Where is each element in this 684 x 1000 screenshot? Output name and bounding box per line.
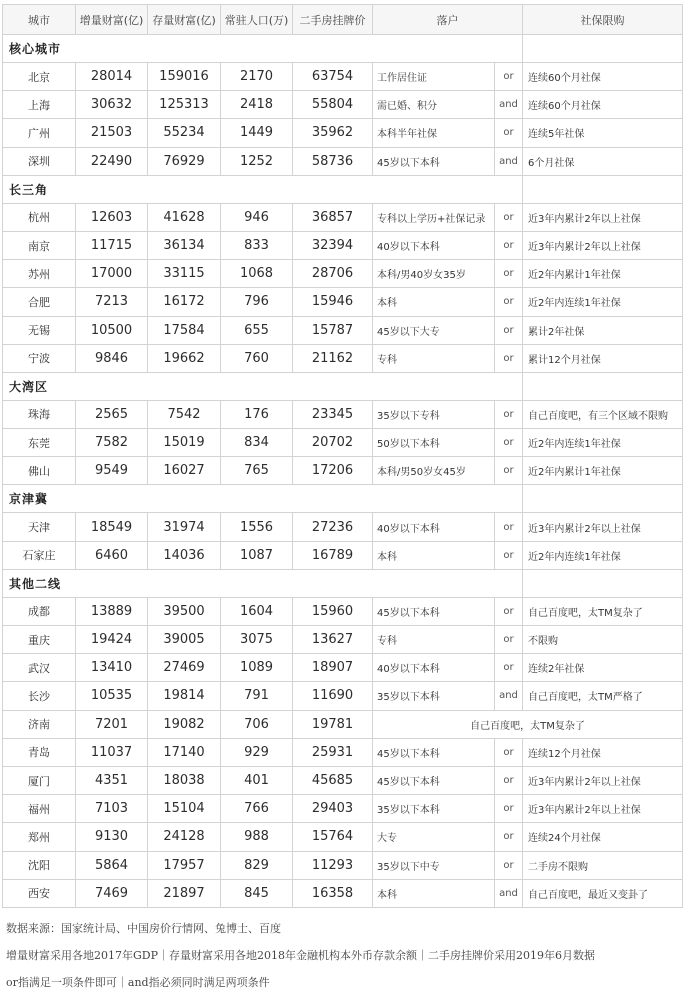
city-name: 武汉 <box>3 654 76 682</box>
listing-price: 11690 <box>293 682 373 710</box>
incremental-wealth: 28014 <box>76 63 148 91</box>
header-listing-price: 二手房挂牌价 <box>293 5 373 35</box>
stock-wealth: 21897 <box>148 879 221 907</box>
population: 1089 <box>221 654 293 682</box>
city-housing-table <box>2 4 683 908</box>
incremental-wealth: 18549 <box>76 513 148 541</box>
social-security-policy: 近2年内连续1年社保 <box>523 288 683 316</box>
condition-connector: or <box>495 231 523 259</box>
table-row <box>3 288 683 316</box>
listing-price: 16358 <box>293 879 373 907</box>
group-spacer <box>523 485 683 513</box>
city-name: 重庆 <box>3 626 76 654</box>
listing-price: 16789 <box>293 541 373 569</box>
footnote-method: 增量财富采用各地2017年GDP｜存量财富采用各地2018年金融机构本外币存款余额｜二手房挂牌价采用2019年6月数据 <box>6 949 595 962</box>
hukou-policy: 需已婚、积分 <box>373 91 495 119</box>
incremental-wealth: 7469 <box>76 879 148 907</box>
group-header-row <box>3 569 683 597</box>
city-name: 合肥 <box>3 288 76 316</box>
incremental-wealth: 13889 <box>76 597 148 625</box>
table-row <box>3 738 683 766</box>
hukou-policy: 本科半年社保 <box>373 119 495 147</box>
listing-price: 15946 <box>293 288 373 316</box>
incremental-wealth: 7213 <box>76 288 148 316</box>
table-row <box>3 766 683 794</box>
header-social-security: 社保限购 <box>523 5 683 35</box>
incremental-wealth: 10535 <box>76 682 148 710</box>
social-security-policy: 连续24个月社保 <box>523 823 683 851</box>
population: 1604 <box>221 597 293 625</box>
table-row <box>3 231 683 259</box>
hukou-policy: 35岁以下专科 <box>373 400 495 428</box>
table-row <box>3 429 683 457</box>
city-name: 苏州 <box>3 260 76 288</box>
city-name: 上海 <box>3 91 76 119</box>
stock-wealth: 16172 <box>148 288 221 316</box>
listing-price: 18907 <box>293 654 373 682</box>
stock-wealth: 17957 <box>148 851 221 879</box>
population: 833 <box>221 231 293 259</box>
hukou-policy: 45岁以下大专 <box>373 316 495 344</box>
social-security-policy: 连续12个月社保 <box>523 738 683 766</box>
listing-price: 28706 <box>293 260 373 288</box>
population: 176 <box>221 400 293 428</box>
population: 706 <box>221 710 293 738</box>
social-security-policy: 近3年内累计2年以上社保 <box>523 203 683 231</box>
header-city: 城市 <box>3 5 76 35</box>
social-security-policy: 累计12个月社保 <box>523 344 683 372</box>
city-name: 成都 <box>3 597 76 625</box>
city-name: 珠海 <box>3 400 76 428</box>
social-security-policy: 二手房不限购 <box>523 851 683 879</box>
incremental-wealth: 17000 <box>76 260 148 288</box>
listing-price: 15764 <box>293 823 373 851</box>
social-security-policy: 连续2年社保 <box>523 654 683 682</box>
stock-wealth: 7542 <box>148 400 221 428</box>
footnote-source: 数据来源：国家统计局、中国房价行情网、兔博士、百度 <box>6 922 281 935</box>
group-header-row <box>3 372 683 400</box>
table-row <box>3 541 683 569</box>
stock-wealth: 18038 <box>148 766 221 794</box>
stock-wealth: 159016 <box>148 63 221 91</box>
population: 765 <box>221 457 293 485</box>
population: 929 <box>221 738 293 766</box>
listing-price: 45685 <box>293 766 373 794</box>
hukou-policy: 专科以上学历+社保记录 <box>373 203 495 231</box>
population: 2418 <box>221 91 293 119</box>
population: 834 <box>221 429 293 457</box>
hukou-policy: 大专 <box>373 823 495 851</box>
stock-wealth: 76929 <box>148 147 221 175</box>
city-name: 天津 <box>3 513 76 541</box>
condition-connector: or <box>495 203 523 231</box>
population: 1068 <box>221 260 293 288</box>
hukou-policy: 40岁以下本科 <box>373 513 495 541</box>
condition-connector: and <box>495 682 523 710</box>
population: 2170 <box>221 63 293 91</box>
condition-connector: or <box>495 457 523 485</box>
incremental-wealth: 9846 <box>76 344 148 372</box>
condition-connector: or <box>495 63 523 91</box>
condition-connector: or <box>495 626 523 654</box>
condition-connector: or <box>495 344 523 372</box>
table-row <box>3 457 683 485</box>
table-row <box>3 316 683 344</box>
header-incremental-wealth: 增量财富(亿) <box>76 5 148 35</box>
listing-price: 58736 <box>293 147 373 175</box>
stock-wealth: 39005 <box>148 626 221 654</box>
listing-price: 17206 <box>293 457 373 485</box>
stock-wealth: 19082 <box>148 710 221 738</box>
social-security-policy: 近2年内连续1年社保 <box>523 541 683 569</box>
hukou-policy: 本科 <box>373 541 495 569</box>
incremental-wealth: 7201 <box>76 710 148 738</box>
table-row <box>3 119 683 147</box>
population: 791 <box>221 682 293 710</box>
incremental-wealth: 22490 <box>76 147 148 175</box>
group-spacer <box>523 372 683 400</box>
table-row <box>3 513 683 541</box>
table-row <box>3 344 683 372</box>
header-hukou: 落户 <box>373 5 523 35</box>
listing-price: 20702 <box>293 429 373 457</box>
incremental-wealth: 9130 <box>76 823 148 851</box>
hukou-policy: 45岁以下本科 <box>373 597 495 625</box>
hukou-policy: 专科 <box>373 344 495 372</box>
stock-wealth: 27469 <box>148 654 221 682</box>
table-row <box>3 879 683 907</box>
hukou-policy: 本科 <box>373 288 495 316</box>
condition-connector: or <box>495 766 523 794</box>
condition-connector: and <box>495 879 523 907</box>
footnote-logic: or指满足一项条件即可｜and指必须同时满足两项条件 <box>6 976 270 989</box>
group-title: 大湾区 <box>3 372 523 400</box>
social-security-policy: 连续60个月社保 <box>523 91 683 119</box>
hukou-policy: 本科 <box>373 879 495 907</box>
listing-price: 13627 <box>293 626 373 654</box>
city-name: 福州 <box>3 795 76 823</box>
social-security-policy: 自己百度吧，有三个区域不限购 <box>523 400 683 428</box>
incremental-wealth: 6460 <box>76 541 148 569</box>
condition-connector: or <box>495 429 523 457</box>
incremental-wealth: 11715 <box>76 231 148 259</box>
condition-connector: or <box>495 738 523 766</box>
social-security-policy: 近3年内累计2年以上社保 <box>523 513 683 541</box>
group-title: 核心城市 <box>3 35 523 63</box>
table-row <box>3 654 683 682</box>
incremental-wealth: 4351 <box>76 766 148 794</box>
group-header-row <box>3 485 683 513</box>
merged-policy: 自己百度吧，太TM复杂了 <box>373 710 683 738</box>
table-row <box>3 682 683 710</box>
stock-wealth: 36134 <box>148 231 221 259</box>
condition-connector: or <box>495 654 523 682</box>
stock-wealth: 17140 <box>148 738 221 766</box>
city-name: 无锡 <box>3 316 76 344</box>
hukou-policy: 35岁以下中专 <box>373 851 495 879</box>
listing-price: 15960 <box>293 597 373 625</box>
social-security-policy: 近3年内累计2年以上社保 <box>523 766 683 794</box>
city-name: 深圳 <box>3 147 76 175</box>
condition-connector: or <box>495 119 523 147</box>
city-name: 广州 <box>3 119 76 147</box>
stock-wealth: 39500 <box>148 597 221 625</box>
listing-price: 32394 <box>293 231 373 259</box>
stock-wealth: 41628 <box>148 203 221 231</box>
population: 988 <box>221 823 293 851</box>
header-row <box>3 5 683 35</box>
social-security-policy: 自己百度吧，太TM严格了 <box>523 682 683 710</box>
population: 1449 <box>221 119 293 147</box>
population: 1556 <box>221 513 293 541</box>
table-row <box>3 626 683 654</box>
hukou-policy: 45岁以下本科 <box>373 766 495 794</box>
listing-price: 19781 <box>293 710 373 738</box>
listing-price: 23345 <box>293 400 373 428</box>
city-name: 郑州 <box>3 823 76 851</box>
condition-connector: or <box>495 541 523 569</box>
condition-connector: or <box>495 288 523 316</box>
incremental-wealth: 2565 <box>76 400 148 428</box>
incremental-wealth: 5864 <box>76 851 148 879</box>
incremental-wealth: 9549 <box>76 457 148 485</box>
incremental-wealth: 21503 <box>76 119 148 147</box>
table-row <box>3 147 683 175</box>
population: 796 <box>221 288 293 316</box>
condition-connector: or <box>495 400 523 428</box>
social-security-policy: 连续5年社保 <box>523 119 683 147</box>
social-security-policy: 近3年内累计2年以上社保 <box>523 231 683 259</box>
group-spacer <box>523 569 683 597</box>
table-row <box>3 63 683 91</box>
hukou-policy: 本科/男40岁女35岁 <box>373 260 495 288</box>
stock-wealth: 19662 <box>148 344 221 372</box>
city-name: 青岛 <box>3 738 76 766</box>
city-name: 北京 <box>3 63 76 91</box>
population: 946 <box>221 203 293 231</box>
group-title: 其他二线 <box>3 569 523 597</box>
table-row <box>3 851 683 879</box>
table-row <box>3 260 683 288</box>
listing-price: 29403 <box>293 795 373 823</box>
header-stock-wealth: 存量财富(亿) <box>148 5 221 35</box>
city-name: 南京 <box>3 231 76 259</box>
city-name: 厦门 <box>3 766 76 794</box>
hukou-policy: 专科 <box>373 626 495 654</box>
social-security-policy: 6个月社保 <box>523 147 683 175</box>
population: 845 <box>221 879 293 907</box>
social-security-policy: 累计2年社保 <box>523 316 683 344</box>
table-row <box>3 710 683 738</box>
condition-connector: or <box>495 597 523 625</box>
condition-connector: or <box>495 795 523 823</box>
hukou-policy: 45岁以下本科 <box>373 738 495 766</box>
table-row <box>3 795 683 823</box>
city-name: 石家庄 <box>3 541 76 569</box>
table-row <box>3 400 683 428</box>
stock-wealth: 19814 <box>148 682 221 710</box>
listing-price: 11293 <box>293 851 373 879</box>
table-row <box>3 203 683 231</box>
population: 1252 <box>221 147 293 175</box>
city-name: 沈阳 <box>3 851 76 879</box>
condition-connector: or <box>495 851 523 879</box>
hukou-policy: 40岁以下本科 <box>373 231 495 259</box>
condition-connector: and <box>495 147 523 175</box>
group-spacer <box>523 35 683 63</box>
population: 760 <box>221 344 293 372</box>
incremental-wealth: 7582 <box>76 429 148 457</box>
stock-wealth: 16027 <box>148 457 221 485</box>
hukou-policy: 35岁以下本科 <box>373 682 495 710</box>
incremental-wealth: 30632 <box>76 91 148 119</box>
listing-price: 35962 <box>293 119 373 147</box>
incremental-wealth: 13410 <box>76 654 148 682</box>
social-security-policy: 近3年内累计2年以上社保 <box>523 795 683 823</box>
condition-connector: and <box>495 91 523 119</box>
table-row <box>3 597 683 625</box>
listing-price: 25931 <box>293 738 373 766</box>
hukou-policy: 工作居住证 <box>373 63 495 91</box>
social-security-policy: 近2年内连续1年社保 <box>523 429 683 457</box>
incremental-wealth: 7103 <box>76 795 148 823</box>
listing-price: 63754 <box>293 63 373 91</box>
group-header-row <box>3 175 683 203</box>
hukou-policy: 本科/男50岁女45岁 <box>373 457 495 485</box>
incremental-wealth: 19424 <box>76 626 148 654</box>
city-name: 杭州 <box>3 203 76 231</box>
population: 655 <box>221 316 293 344</box>
listing-price: 27236 <box>293 513 373 541</box>
city-name: 长沙 <box>3 682 76 710</box>
stock-wealth: 24128 <box>148 823 221 851</box>
stock-wealth: 55234 <box>148 119 221 147</box>
city-name: 佛山 <box>3 457 76 485</box>
table-row <box>3 91 683 119</box>
social-security-policy: 近2年内累计1年社保 <box>523 457 683 485</box>
stock-wealth: 17584 <box>148 316 221 344</box>
condition-connector: or <box>495 823 523 851</box>
listing-price: 36857 <box>293 203 373 231</box>
listing-price: 15787 <box>293 316 373 344</box>
hukou-policy: 40岁以下本科 <box>373 654 495 682</box>
incremental-wealth: 11037 <box>76 738 148 766</box>
condition-connector: or <box>495 260 523 288</box>
population: 401 <box>221 766 293 794</box>
population: 1087 <box>221 541 293 569</box>
social-security-policy: 自己百度吧，太TM复杂了 <box>523 597 683 625</box>
city-name: 东莞 <box>3 429 76 457</box>
population: 829 <box>221 851 293 879</box>
stock-wealth: 31974 <box>148 513 221 541</box>
group-spacer <box>523 175 683 203</box>
city-name: 济南 <box>3 710 76 738</box>
social-security-policy: 不限购 <box>523 626 683 654</box>
stock-wealth: 15019 <box>148 429 221 457</box>
incremental-wealth: 10500 <box>76 316 148 344</box>
table-row <box>3 823 683 851</box>
hukou-policy: 50岁以下本科 <box>373 429 495 457</box>
group-header-row <box>3 35 683 63</box>
stock-wealth: 15104 <box>148 795 221 823</box>
condition-connector: or <box>495 513 523 541</box>
hukou-policy: 45岁以下本科 <box>373 147 495 175</box>
header-population: 常驻人口(万) <box>221 5 293 35</box>
hukou-policy: 35岁以下本科 <box>373 795 495 823</box>
city-name: 宁波 <box>3 344 76 372</box>
listing-price: 55804 <box>293 91 373 119</box>
social-security-policy: 近2年内累计1年社保 <box>523 260 683 288</box>
stock-wealth: 14036 <box>148 541 221 569</box>
population: 766 <box>221 795 293 823</box>
group-title: 长三角 <box>3 175 523 203</box>
stock-wealth: 125313 <box>148 91 221 119</box>
social-security-policy: 自己百度吧，最近又变卦了 <box>523 879 683 907</box>
incremental-wealth: 12603 <box>76 203 148 231</box>
stock-wealth: 33115 <box>148 260 221 288</box>
listing-price: 21162 <box>293 344 373 372</box>
group-title: 京津冀 <box>3 485 523 513</box>
population: 3075 <box>221 626 293 654</box>
social-security-policy: 连续60个月社保 <box>523 63 683 91</box>
city-name: 西安 <box>3 879 76 907</box>
condition-connector: or <box>495 316 523 344</box>
